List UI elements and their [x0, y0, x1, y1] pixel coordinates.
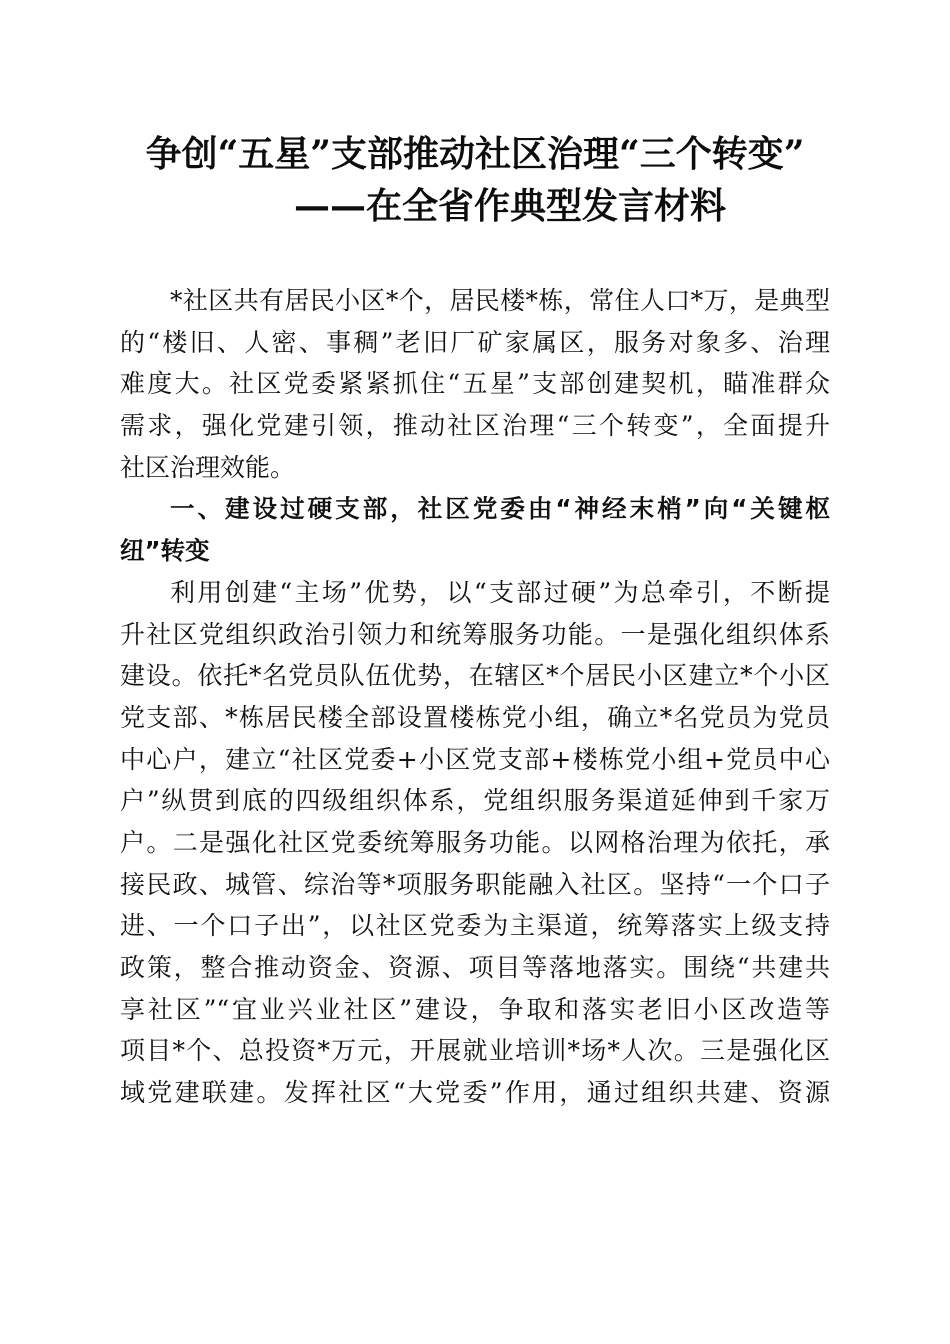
paragraph-line: 需求，强化党建引领，推动社区治理“三个转变”，全面提升: [120, 411, 830, 441]
paragraph-line: 政策，整合推动资金、资源、项目等落地落实。围绕“共建共: [120, 953, 830, 982]
paragraph-line: 党支部、*栋居民楼全部设置楼栋党小组，确立*名党员为党员: [120, 702, 830, 732]
paragraph-line: 域党建联建。发挥社区“大党委”作用，通过组织共建、资源: [120, 1078, 830, 1108]
paragraph-line: 社区治理效能。: [120, 452, 296, 482]
paragraph-line: 进、一个口子出”，以社区党委为主渠道，统筹落实上级支持: [120, 911, 830, 941]
paragraph-line: *社区共有居民小区*个，居民楼*栋，常住人口*万，是典型: [170, 286, 830, 315]
paragraph-line: 项目*个、总投资*万元，开展就业培训*场*人次。三是强化区: [120, 1036, 830, 1066]
paragraph-line: 接民政、城管、综治等*项服务职能融入社区。坚持“一个口子: [120, 869, 830, 899]
paragraph-line: 难度大。社区党委紧紧抓住“五星”支部创建契机，瞄准群众: [120, 369, 830, 399]
document-body: [120, 280, 830, 1114]
section-heading-line: 一、建设过硬支部，社区党委由“神经末梢”向“关键枢: [170, 494, 830, 524]
title-block: [0, 128, 950, 232]
paragraph-line: 的“楼旧、人密、事稠”老旧厂矿家属区，服务对象多、治理: [120, 327, 830, 357]
paragraph-line: 中心户，建立“社区党委+小区党支部+楼栋党小组+党员中心: [120, 744, 830, 774]
document-title: 争创“五星”支部推动社区治理“三个转变”: [145, 133, 805, 175]
paragraph-line: 户”纵贯到底的四级组织体系，党组织服务渠道延伸到千家万: [120, 786, 830, 816]
paragraph-line: 利用创建“主场”优势，以“支部过硬”为总牵引，不断提: [170, 577, 830, 607]
paragraph-line: 户。二是强化社区党委统筹服务功能。以网格治理为依托，承: [120, 827, 830, 857]
paragraph-line: 建设。依托*名党员队伍优势，在辖区*个居民小区建立*个小区: [120, 661, 830, 691]
paragraph-line: 升社区党组织政治引领力和统筹服务功能。一是强化组织体系: [120, 619, 830, 649]
document-subtitle: ——在全省作典型发言材料: [293, 185, 726, 227]
section-heading-line: 纽”转变: [120, 536, 210, 566]
paragraph-line: 享社区”“宜业兴业社区”建设，争取和落实老旧小区改造等: [120, 994, 830, 1024]
